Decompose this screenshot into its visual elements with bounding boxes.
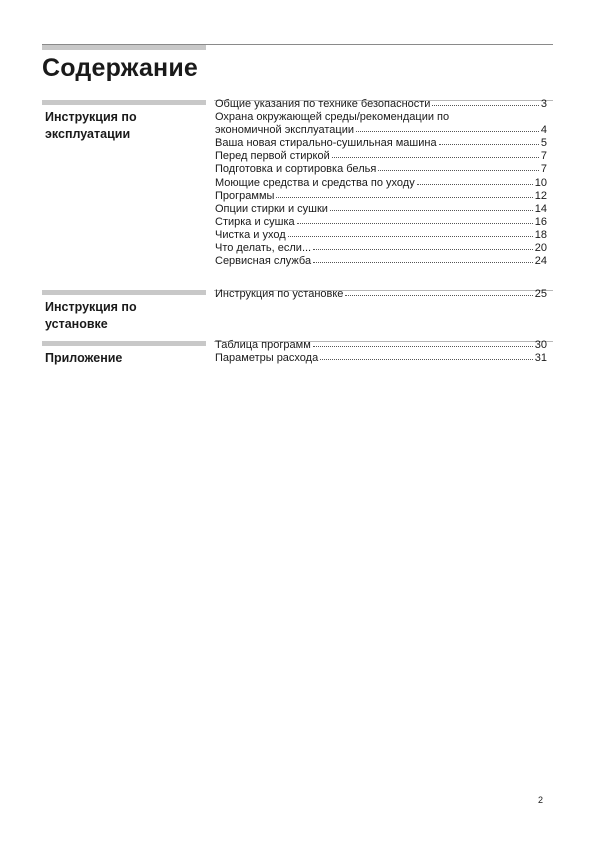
toc-page-number: 16 <box>534 215 547 228</box>
toc-entry[interactable]: Инструкция по установке 25 <box>215 288 547 300</box>
toc-entry[interactable]: Чистка и уход 18 <box>215 228 547 241</box>
toc-page-number: 5 <box>540 137 547 150</box>
dot-leader <box>276 197 532 198</box>
dot-leader <box>313 346 533 347</box>
toc-entry[interactable]: Общие указания по технике безопасности 3 <box>215 98 547 110</box>
toc-page-number: 7 <box>540 150 547 163</box>
toc-entry[interactable]: Стирка и сушка 16 <box>215 215 547 228</box>
toc-page-number: 18 <box>534 228 547 241</box>
dot-leader <box>439 144 539 145</box>
toc-entry[interactable]: Программы 12 <box>215 189 547 202</box>
section-heading: Инструкция по эксплуатации <box>45 110 137 141</box>
toc-entries <box>215 288 547 301</box>
toc-entries <box>215 98 547 268</box>
toc-page-number: 3 <box>540 98 547 110</box>
toc-entry[interactable]: Опции стирки и сушки 14 <box>215 202 547 215</box>
toc-entry[interactable]: Охрана окружающей среды/рекомендации по экономичной эксплуатации 4 <box>215 111 547 137</box>
toc-entry[interactable]: Сервисная служба 24 <box>215 255 547 268</box>
toc-page-number: 7 <box>540 163 547 176</box>
toc-entry[interactable]: Перед первой стиркой 7 <box>215 150 547 163</box>
top-accent-bar <box>42 45 206 50</box>
section-accent-bar <box>42 100 206 105</box>
toc-entries <box>215 339 547 365</box>
dot-leader <box>345 295 532 296</box>
dot-leader <box>313 249 533 250</box>
page-number: 2 <box>538 795 544 805</box>
toc-entry[interactable]: Что делать, если... 20 <box>215 242 547 255</box>
section-heading: Инструкция по установке <box>45 300 137 331</box>
dot-leader <box>378 170 539 171</box>
toc-entry[interactable]: Подготовка и сортировка белья 7 <box>215 163 547 176</box>
toc-page-number: 25 <box>534 288 547 300</box>
toc-page-number: 20 <box>534 242 547 255</box>
toc-entry[interactable]: Таблица программ 30 <box>215 339 547 351</box>
toc-page-number: 4 <box>540 124 547 137</box>
dot-leader <box>320 359 533 360</box>
dot-leader <box>330 210 533 211</box>
toc-page-number: 12 <box>534 189 547 202</box>
dot-leader <box>313 262 533 263</box>
section-heading: Приложение <box>45 351 123 365</box>
section-accent-bar <box>42 290 206 295</box>
section-accent-bar <box>42 341 206 346</box>
toc-page-number: 31 <box>534 352 547 365</box>
toc-entry[interactable]: Моющие средства и средства по уходу 10 <box>215 176 547 189</box>
toc-page-number: 30 <box>534 339 547 351</box>
dot-leader <box>417 184 533 185</box>
page-title: Содержание <box>42 54 199 82</box>
toc-page-number: 10 <box>534 176 547 189</box>
toc-entry[interactable]: Ваша новая стирально-сушильная машина 5 <box>215 137 547 150</box>
toc-entry[interactable]: Параметры расхода 31 <box>215 352 547 365</box>
dot-leader <box>432 105 538 106</box>
dot-leader <box>356 131 539 132</box>
dot-leader <box>288 236 533 237</box>
dot-leader <box>332 157 539 158</box>
toc-page-number: 24 <box>534 255 547 268</box>
toc-page-number: 14 <box>534 202 547 215</box>
dot-leader <box>297 223 533 224</box>
